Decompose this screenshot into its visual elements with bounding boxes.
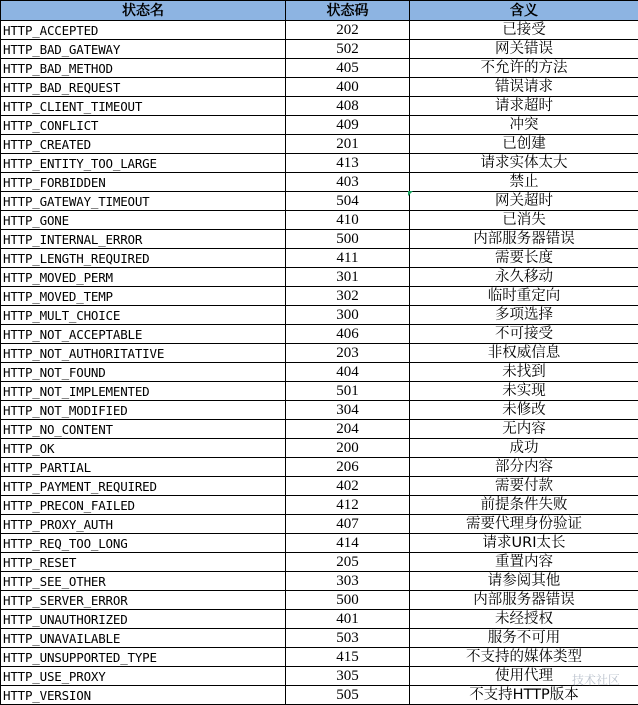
status-code-cell[interactable]: 204 — [286, 420, 410, 439]
meaning-cell[interactable]: 请参阅其他 — [410, 572, 638, 591]
meaning-cell[interactable]: 禁止 — [410, 173, 638, 192]
status-code-cell[interactable]: 502 — [286, 40, 410, 59]
status-name-cell[interactable]: HTTP_OK — [1, 439, 286, 458]
watermark: 技术社区 — [571, 673, 620, 687]
table-row[interactable] — [1, 154, 638, 173]
status-code-cell[interactable]: 500 — [286, 230, 410, 249]
status-name-cell[interactable]: HTTP_NOT_MODIFIED — [1, 401, 286, 420]
meaning-cell[interactable]: 需要长度 — [410, 249, 638, 268]
table-row[interactable] — [1, 21, 638, 40]
table-row[interactable] — [1, 439, 638, 458]
status-code-cell[interactable]: 405 — [286, 59, 410, 78]
status-name-cell[interactable]: HTTP_SERVER_ERROR — [1, 591, 286, 610]
status-name-cell[interactable]: HTTP_GATEWAY_TIMEOUT — [1, 192, 286, 211]
meaning-cell[interactable]: 使用代理 — [410, 667, 638, 686]
table-row[interactable] — [1, 591, 638, 610]
status-code-cell[interactable]: 409 — [286, 116, 410, 135]
status-code-cell[interactable]: 504 — [286, 192, 410, 211]
table-row[interactable] — [1, 477, 638, 496]
status-name-cell[interactable]: HTTP_CREATED — [1, 135, 286, 154]
status-name-cell[interactable]: HTTP_MOVED_PERM — [1, 268, 286, 287]
meaning-cell[interactable]: 不可接受 — [410, 325, 638, 344]
table-row[interactable] — [1, 420, 638, 439]
status-name-cell[interactable]: HTTP_GONE — [1, 211, 286, 230]
table-row[interactable] — [1, 667, 638, 686]
status-name-cell[interactable]: HTTP_REQ_TOO_LONG — [1, 534, 286, 553]
status-name-cell[interactable]: HTTP_UNSUPPORTED_TYPE — [1, 648, 286, 667]
status-code-cell[interactable]: 406 — [286, 325, 410, 344]
status-name-cell[interactable]: HTTP_MULT_CHOICE — [1, 306, 286, 325]
meaning-cell[interactable]: 请求超时 — [410, 97, 638, 116]
meaning-cell[interactable]: 已接受 — [410, 21, 638, 40]
meaning-cell[interactable]: 重置内容 — [410, 553, 638, 572]
status-code-cell[interactable]: 304 — [286, 401, 410, 420]
status-name-cell[interactable]: HTTP_INTERNAL_ERROR — [1, 230, 286, 249]
table-row[interactable] — [1, 648, 638, 667]
meaning-cell[interactable]: 多项选择 — [410, 306, 638, 325]
table-row[interactable] — [1, 496, 638, 515]
table-row[interactable] — [1, 553, 638, 572]
meaning-cell[interactable]: 成功 — [410, 439, 638, 458]
table-row[interactable] — [1, 78, 638, 97]
status-name-cell[interactable]: HTTP_ENTITY_TOO_LARGE — [1, 154, 286, 173]
table-row[interactable] — [1, 287, 638, 306]
status-name-cell[interactable]: HTTP_VERSION — [1, 686, 286, 705]
status-code-cell[interactable]: 408 — [286, 97, 410, 116]
header-row — [1, 1, 638, 21]
status-code-cell[interactable]: 205 — [286, 553, 410, 572]
table-row[interactable] — [1, 363, 638, 382]
table-row[interactable] — [1, 268, 638, 287]
status-code-cell[interactable]: 200 — [286, 439, 410, 458]
meaning-cell[interactable]: 错误请求 — [410, 78, 638, 97]
meaning-cell[interactable]: 不允许的方法 — [410, 59, 638, 78]
status-code-cell[interactable]: 305 — [286, 667, 410, 686]
table-row[interactable] — [1, 401, 638, 420]
meaning-cell[interactable]: 部分内容 — [410, 458, 638, 477]
meaning-cell[interactable]: 服务不可用 — [410, 629, 638, 648]
meaning-cell[interactable]: 请求URI太长 — [410, 534, 638, 553]
table-row[interactable] — [1, 325, 638, 344]
meaning-cell[interactable]: 临时重定向 — [410, 287, 638, 306]
table-row[interactable] — [1, 173, 638, 192]
status-name-cell[interactable]: HTTP_BAD_GATEWAY — [1, 40, 286, 59]
status-code-cell[interactable]: 503 — [286, 629, 410, 648]
status-code-cell[interactable]: 401 — [286, 610, 410, 629]
table-row[interactable] — [1, 230, 638, 249]
meaning-cell[interactable]: 已消失 — [410, 211, 638, 230]
status-name-cell[interactable]: HTTP_NO_CONTENT — [1, 420, 286, 439]
status-name-cell[interactable]: HTTP_UNAVAILABLE — [1, 629, 286, 648]
status-name-cell[interactable]: HTTP_MOVED_TEMP — [1, 287, 286, 306]
table-row[interactable] — [1, 515, 638, 534]
status-code-cell[interactable]: 415 — [286, 648, 410, 667]
table-row[interactable] — [1, 382, 638, 401]
table-row[interactable] — [1, 192, 638, 211]
status-name-cell[interactable]: HTTP_UNAUTHORIZED — [1, 610, 286, 629]
status-name-cell[interactable]: HTTP_PARTIAL — [1, 458, 286, 477]
table-row[interactable] — [1, 458, 638, 477]
meaning-cell[interactable]: 网关超时 — [410, 192, 638, 211]
meaning-cell[interactable]: 已创建 — [410, 135, 638, 154]
status-name-cell[interactable]: HTTP_NOT_IMPLEMENTED — [1, 382, 286, 401]
status-code-cell[interactable]: 412 — [286, 496, 410, 515]
table-row[interactable] — [1, 610, 638, 629]
table-row[interactable] — [1, 572, 638, 591]
meaning-cell[interactable]: 请求实体太大 — [410, 154, 638, 173]
status-name-cell[interactable]: HTTP_NOT_AUTHORITATIVE — [1, 344, 286, 363]
status-name-cell[interactable]: HTTP_BAD_METHOD — [1, 59, 286, 78]
table-header — [1, 1, 638, 21]
table-row[interactable] — [1, 629, 638, 648]
status-name-cell[interactable]: HTTP_CONFLICT — [1, 116, 286, 135]
table-body — [1, 21, 638, 705]
table-row[interactable] — [1, 135, 638, 154]
table-row[interactable] — [1, 211, 638, 230]
meaning-cell[interactable]: 需要付款 — [410, 477, 638, 496]
column-header-status-name[interactable]: 状态名 — [1, 1, 286, 21]
status-name-cell[interactable]: HTTP_PRECON_FAILED — [1, 496, 286, 515]
status-name-cell[interactable]: HTTP_PROXY_AUTH — [1, 515, 286, 534]
meaning-cell[interactable]: 不支持的媒体类型 — [410, 648, 638, 667]
status-code-cell[interactable]: 411 — [286, 249, 410, 268]
status-code-cell[interactable]: 303 — [286, 572, 410, 591]
status-name-cell[interactable]: HTTP_RESET — [1, 553, 286, 572]
status-code-cell[interactable]: 414 — [286, 534, 410, 553]
meaning-cell[interactable]: 未实现 — [410, 382, 638, 401]
status-name-cell[interactable]: HTTP_CLIENT_TIMEOUT — [1, 97, 286, 116]
meaning-cell[interactable]: 冲突 — [410, 116, 638, 135]
status-name-cell[interactable]: HTTP_LENGTH_REQUIRED — [1, 249, 286, 268]
status-name-cell[interactable]: HTTP_FORBIDDEN — [1, 173, 286, 192]
meaning-cell[interactable]: 未找到 — [410, 363, 638, 382]
column-header-status-code[interactable]: 状态码 — [286, 1, 410, 21]
table-row[interactable] — [1, 116, 638, 135]
status-code-cell[interactable]: 300 — [286, 306, 410, 325]
status-code-cell[interactable]: 403 — [286, 173, 410, 192]
status-code-cell[interactable]: 407 — [286, 515, 410, 534]
status-code-cell[interactable]: 201 — [286, 135, 410, 154]
status-code-cell[interactable]: 500 — [286, 591, 410, 610]
status-name-cell[interactable]: HTTP_USE_PROXY — [1, 667, 286, 686]
status-name-cell[interactable]: HTTP_NOT_FOUND — [1, 363, 286, 382]
status-code-cell[interactable]: 400 — [286, 78, 410, 97]
meaning-cell[interactable]: 需要代理身份验证 — [410, 515, 638, 534]
meaning-cell[interactable]: 内部服务器错误 — [410, 591, 638, 610]
status-code-cell[interactable]: 203 — [286, 344, 410, 363]
meaning-cell[interactable]: 内部服务器错误 — [410, 230, 638, 249]
meaning-cell[interactable]: 未修改 — [410, 401, 638, 420]
status-code-cell[interactable]: 301 — [286, 268, 410, 287]
status-name-cell[interactable]: HTTP_BAD_REQUEST — [1, 78, 286, 97]
meaning-cell[interactable]: 前提条件失败 — [410, 496, 638, 515]
table-row[interactable] — [1, 249, 638, 268]
column-header-meaning[interactable]: 含义 — [410, 1, 638, 21]
status-code-cell[interactable]: 410 — [286, 211, 410, 230]
status-name-cell[interactable]: HTTP_SEE_OTHER — [1, 572, 286, 591]
status-code-cell[interactable]: 302 — [286, 287, 410, 306]
status-code-cell[interactable]: 505 — [286, 686, 410, 705]
status-code-cell[interactable]: 404 — [286, 363, 410, 382]
meaning-cell[interactable]: 永久移动 — [410, 268, 638, 287]
status-name-cell[interactable]: HTTP_ACCEPTED — [1, 21, 286, 40]
table-row[interactable] — [1, 344, 638, 363]
table-row[interactable] — [1, 40, 638, 59]
table-row[interactable] — [1, 534, 638, 553]
status-name-cell[interactable]: HTTP_PAYMENT_REQUIRED — [1, 477, 286, 496]
status-code-cell[interactable]: 501 — [286, 382, 410, 401]
meaning-cell[interactable]: 未经授权 — [410, 610, 638, 629]
status-code-cell[interactable]: 202 — [286, 21, 410, 40]
status-code-cell[interactable]: 413 — [286, 154, 410, 173]
status-name-cell[interactable]: HTTP_NOT_ACCEPTABLE — [1, 325, 286, 344]
status-code-cell[interactable]: 402 — [286, 477, 410, 496]
meaning-cell[interactable]: 不支持HTTP版本 — [410, 686, 638, 705]
meaning-cell[interactable]: 无内容 — [410, 420, 638, 439]
meaning-cell[interactable]: 网关错误 — [410, 40, 638, 59]
table-row[interactable] — [1, 97, 638, 116]
table-row[interactable] — [1, 306, 638, 325]
status-code-cell[interactable]: 206 — [286, 458, 410, 477]
table-row[interactable] — [1, 59, 638, 78]
meaning-cell[interactable]: 非权威信息 — [410, 344, 638, 363]
table-row[interactable] — [1, 686, 638, 705]
cell-marker-icon — [408, 191, 413, 196]
